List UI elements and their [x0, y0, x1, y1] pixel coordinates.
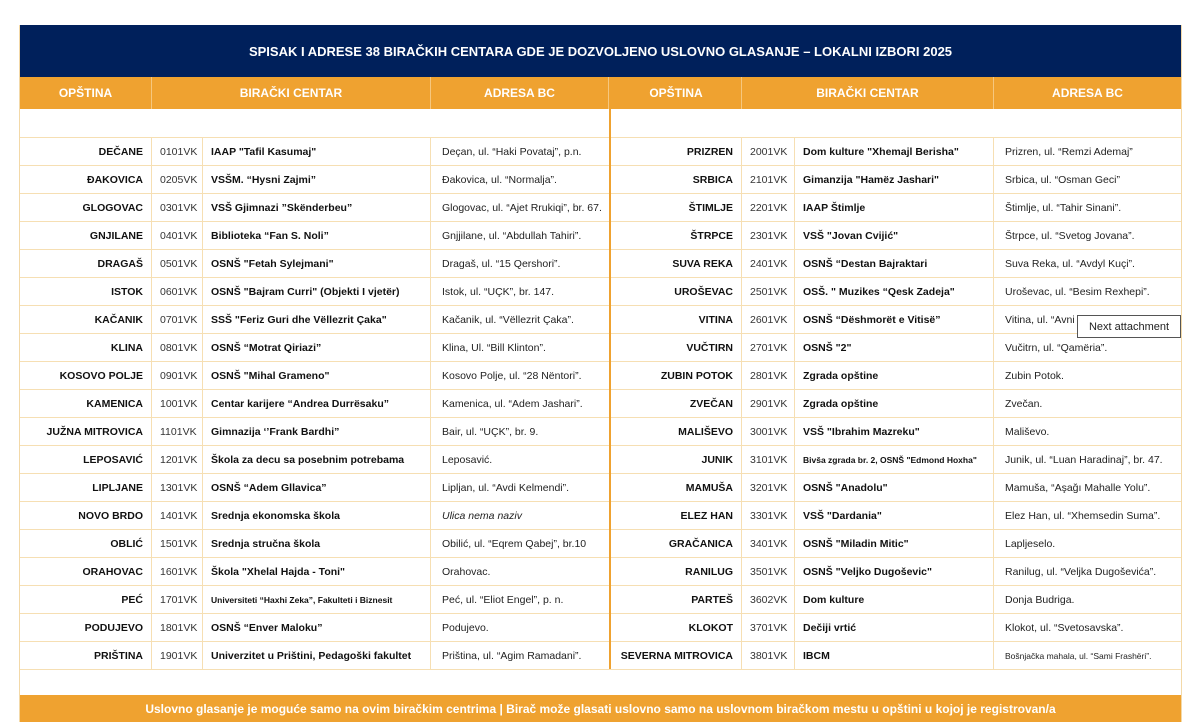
next-attachment-tooltip: Next attachment	[1077, 315, 1181, 338]
code-cell: 0801VK	[152, 334, 203, 361]
address-cell: Donja Budriga.	[1005, 593, 1075, 606]
municipality-cell: DRAGAŠ	[20, 250, 152, 277]
address-cell: Glogovac, ul. “Ajet Rrukiqi”, br. 67.	[442, 201, 602, 214]
center-cell: OSNŠ “Motrat Qiriazi”	[203, 334, 431, 361]
address-cell: Obilić, ul. “Eqrem Qabej”, br.10	[442, 537, 587, 550]
address-cell: Ranilug, ul. “Veljka Dugoševića”.	[1005, 565, 1157, 578]
address-cell: Zubin Potok.	[1005, 369, 1064, 382]
code-cell: 0501VK	[152, 250, 203, 277]
table-row	[611, 585, 1181, 613]
footer-note: Uslovno glasanje je moguće samo na ovim biračkim centrima | Birač može glasati uslovno samo na uslovnom biračkom mestu u opštini u kojoj je registrovan/a	[20, 695, 1181, 722]
address-cell: Podujevo.	[442, 621, 489, 634]
center-cell: OSNŠ "Mihal Grameno"	[203, 362, 431, 389]
municipality-cell: VUČTIRN	[611, 334, 742, 361]
municipality-cell: PARTEŠ	[611, 586, 742, 613]
municipality-cell: SUVA REKA	[611, 250, 742, 277]
address-cell: Lapljeselo.	[1005, 537, 1056, 550]
code-cell: 0701VK	[152, 306, 203, 333]
code-cell: 2801VK	[742, 362, 795, 389]
code-cell: 3201VK	[742, 474, 795, 501]
table-row	[611, 193, 1181, 221]
municipality-cell: ŠTRPCE	[611, 222, 742, 249]
table-row	[611, 361, 1181, 389]
table-row	[611, 473, 1181, 501]
center-cell: Univerzitet u Prištini, Pedagoški fakultet	[203, 642, 431, 669]
center-cell: VSŠ "Ibrahim Mazreku"	[795, 418, 994, 445]
table-row	[20, 305, 609, 333]
municipality-cell: GNJILANE	[20, 222, 152, 249]
sheet-title: SPISAK I ADRESE 38 BIRAČKIH CENTARA GDE JE DOZVOLJENO USLOVNO GLASANJE – LOKALNI IZBORI 2025	[20, 25, 1181, 77]
address-cell: Suva Reka, ul. “Avdyl Kuçi”.	[1005, 257, 1135, 270]
address-cell: Prizren, ul. “Remzi Ademaj”	[1005, 145, 1133, 158]
center-cell: Dom kulture	[795, 586, 994, 613]
code-cell: 0901VK	[152, 362, 203, 389]
municipality-cell: ŠTIMLJE	[611, 194, 742, 221]
table-row	[611, 529, 1181, 557]
center-cell: OSNŠ "Veljko Dugoševic"	[795, 558, 994, 585]
code-cell: 0205VK	[152, 166, 203, 193]
center-cell: VSŠ Gjimnazi ”Skënderbeu”	[203, 194, 431, 221]
municipality-cell: SRBICA	[611, 166, 742, 193]
municipality-cell: PODUJEVO	[20, 614, 152, 641]
address-cell: Kamenica, ul. “Adem Jashari”.	[442, 397, 583, 410]
code-cell: 3301VK	[742, 502, 795, 529]
code-cell: 0601VK	[152, 278, 203, 305]
table-row	[611, 445, 1181, 473]
center-cell: Gimnazija ‘’Frank Bardhi”	[203, 418, 431, 445]
municipality-cell: MAMUŠA	[611, 474, 742, 501]
center-cell: OSNŠ “Enver Maloku”	[203, 614, 431, 641]
municipality-cell: KAČANIK	[20, 306, 152, 333]
code-cell: 1001VK	[152, 390, 203, 417]
header-address-left: ADRESA BC	[431, 77, 609, 109]
address-cell: Peć, ul. “Eliot Engel”, p. n.	[442, 593, 564, 606]
table-row	[611, 277, 1181, 305]
table-row	[611, 417, 1181, 445]
code-cell: 3701VK	[742, 614, 795, 641]
municipality-cell: GRAČANICA	[611, 530, 742, 557]
municipality-cell: ISTOK	[20, 278, 152, 305]
center-cell: VSŠ "Jovan Cvijić"	[795, 222, 994, 249]
center-cell: Škola za decu sa posebnim potrebama	[203, 446, 431, 473]
column-header-row	[20, 77, 1181, 109]
code-cell: 1301VK	[152, 474, 203, 501]
municipality-cell: UROŠEVAC	[611, 278, 742, 305]
municipality-cell: ORAHOVAC	[20, 558, 152, 585]
table-row	[20, 641, 609, 669]
address-cell: Đakovica, ul. “Normalja”.	[442, 173, 557, 186]
address-cell: Gnjjilane, ul. “Abdullah Tahiri”.	[442, 229, 582, 242]
address-cell: Lipljan, ul. “Avdi Kelmendi”.	[442, 481, 570, 494]
table-row	[20, 389, 609, 417]
table-row	[20, 137, 609, 165]
address-cell: Srbica, ul. “Osman Geci”	[1005, 173, 1120, 186]
address-cell: Bair, ul. “UÇK”, br. 9.	[442, 425, 539, 438]
code-cell: 3602VK	[742, 586, 795, 613]
code-cell: 3101VK	[742, 446, 795, 473]
center-cell: Biblioteka “Fan S. Noli”	[203, 222, 431, 249]
municipality-cell: LEPOSAVIĆ	[20, 446, 152, 473]
code-cell: 2701VK	[742, 334, 795, 361]
table-row	[611, 501, 1181, 529]
address-cell: Istok, ul. “UÇK”, br. 147.	[442, 285, 555, 298]
address-cell: Štrpce, ul. “Svetog Jovana”.	[1005, 229, 1135, 242]
table-row	[20, 417, 609, 445]
address-cell: Klina, Ul. “Bill Klinton”.	[442, 341, 546, 354]
center-cell: Škola "Xhelal Hajda - Toni"	[203, 558, 431, 585]
code-cell: 0301VK	[152, 194, 203, 221]
municipality-cell: JUNIK	[611, 446, 742, 473]
center-cell: IAAP Štimlje	[795, 194, 994, 221]
header-center-right: BIRAČKI CENTAR	[742, 77, 994, 109]
address-cell: Zvečan.	[1005, 397, 1043, 410]
table-row	[611, 389, 1181, 417]
table-row	[611, 613, 1181, 641]
table-row	[20, 445, 609, 473]
table-row	[611, 557, 1181, 585]
center-cell: SSŠ "Feriz Guri dhe Vëllezrit Çaka"	[203, 306, 431, 333]
table-row	[20, 501, 609, 529]
municipality-cell: JUŽNA MITROVICA	[20, 418, 152, 445]
table-row	[20, 165, 609, 193]
municipality-cell: ELEZ HAN	[611, 502, 742, 529]
code-cell: 1401VK	[152, 502, 203, 529]
code-cell: 1701VK	[152, 586, 203, 613]
municipality-cell: NOVO BRDO	[20, 502, 152, 529]
header-municipality-left: OPŠTINA	[20, 77, 152, 109]
table-row	[611, 137, 1181, 165]
table-row	[20, 613, 609, 641]
address-cell: Mališevo.	[1005, 425, 1050, 438]
center-cell: Dečiji vrtić	[795, 614, 994, 641]
address-cell: Leposavić.	[442, 453, 493, 466]
center-cell: VSŠM. “Hysni Zajmi”	[203, 166, 431, 193]
code-cell: 2301VK	[742, 222, 795, 249]
address-cell: Štimlje, ul. “Tahir Sinani”.	[1005, 201, 1122, 214]
municipality-cell: KAMENICA	[20, 390, 152, 417]
center-cell: OSŠ. " Muzikes “Qesk Zadeja"	[795, 278, 994, 305]
address-cell: Kosovo Polje, ul. “28 Nëntori”.	[442, 369, 582, 382]
table-row	[20, 193, 609, 221]
center-cell: OSNŠ “Destan Bajraktari	[795, 250, 994, 277]
municipality-cell: KLOKOT	[611, 614, 742, 641]
code-cell: 1101VK	[152, 418, 203, 445]
municipality-cell: DEČANE	[20, 138, 152, 165]
municipality-cell: LIPLJANE	[20, 474, 152, 501]
table-row	[611, 221, 1181, 249]
address-cell: Vitina, ul. “Avni	[1005, 313, 1075, 326]
center-cell: Zgrada opštine	[795, 362, 994, 389]
table-row	[611, 249, 1181, 277]
municipality-cell: KOSOVO POLJE	[20, 362, 152, 389]
address-cell: Kačanik, ul. “Vëllezrit Çaka”.	[442, 313, 574, 326]
center-cell: OSNŠ "Miladin Mitic"	[795, 530, 994, 557]
table-row	[20, 557, 609, 585]
code-cell: 2401VK	[742, 250, 795, 277]
municipality-cell: ZVEČAN	[611, 390, 742, 417]
code-cell: 3401VK	[742, 530, 795, 557]
center-cell: Zgrada opštine	[795, 390, 994, 417]
code-cell: 3501VK	[742, 558, 795, 585]
municipality-cell: PEĆ	[20, 586, 152, 613]
table-row	[20, 277, 609, 305]
table-row	[20, 585, 609, 613]
center-cell: Srednja ekonomska škola	[203, 502, 431, 529]
code-cell: 2101VK	[742, 166, 795, 193]
table-row	[611, 165, 1181, 193]
municipality-cell: MALIŠEVO	[611, 418, 742, 445]
center-cell: OSNŠ "Fetah Sylejmani"	[203, 250, 431, 277]
address-cell: Dragaš, ul. “15 Qershori”.	[442, 257, 561, 270]
polling-centers-sheet	[19, 25, 1182, 722]
municipality-cell: PRIZREN	[611, 138, 742, 165]
code-cell: 0101VK	[152, 138, 203, 165]
code-cell: 3801VK	[742, 642, 795, 669]
address-cell: Deçan, ul. “Haki Povataj”, p.n.	[442, 145, 582, 158]
table-row	[20, 529, 609, 557]
address-cell: Ulica nema naziv	[442, 509, 522, 522]
municipality-cell: VITINA	[611, 306, 742, 333]
code-cell: 1801VK	[152, 614, 203, 641]
header-address-right: ADRESA BC	[1052, 86, 1123, 100]
center-cell: OSNŠ “Dëshmorët e Vitisë”	[795, 306, 994, 333]
municipality-cell: KLINA	[20, 334, 152, 361]
code-cell: 2501VK	[742, 278, 795, 305]
center-cell: IBCM	[795, 642, 994, 669]
address-cell: Priština, ul. “Agim Ramadani”.	[442, 649, 582, 662]
municipality-cell: SEVERNA MITROVICA	[611, 642, 742, 669]
code-cell: 1601VK	[152, 558, 203, 585]
municipality-cell: ĐAKOVICA	[20, 166, 152, 193]
table-row	[20, 473, 609, 501]
address-cell: Uroševac, ul. “Besim Rexhepi”.	[1005, 285, 1150, 298]
code-cell: 3001VK	[742, 418, 795, 445]
code-cell: 1901VK	[152, 642, 203, 669]
address-cell: Elez Han, ul. “Xhemsedin Suma”.	[1005, 509, 1161, 522]
code-cell: 2901VK	[742, 390, 795, 417]
code-cell: 0401VK	[152, 222, 203, 249]
center-cell: Gimanzija "Hamëz Jashari"	[795, 166, 994, 193]
address-cell: Junik, ul. “Luan Haradinaj”, br. 47.	[1005, 453, 1163, 466]
table-row	[20, 361, 609, 389]
center-cell: Srednja stručna škola	[203, 530, 431, 557]
center-cell: OSNŠ “Adem Gllavica”	[203, 474, 431, 501]
table-bottom-border	[20, 669, 1181, 670]
municipality-cell: RANILUG	[611, 558, 742, 585]
municipality-cell: GLOGOVAC	[20, 194, 152, 221]
code-cell: 2601VK	[742, 306, 795, 333]
municipality-cell: ZUBIN POTOK	[611, 362, 742, 389]
table-row	[611, 641, 1181, 669]
column-divider	[609, 77, 611, 669]
center-cell: Dom kulture "Xhemajl Berisha"	[795, 138, 994, 165]
table-row	[20, 221, 609, 249]
center-cell: VSŠ "Dardania"	[795, 502, 994, 529]
address-cell: Vučitrn, ul. “Qamëria”.	[1005, 341, 1108, 354]
header-center-left: BIRAČKI CENTAR	[152, 77, 431, 109]
table-row	[20, 249, 609, 277]
center-cell: OSNŠ "2"	[795, 334, 994, 361]
address-cell: Klokot, ul. “Svetosavska”.	[1005, 621, 1124, 634]
address-cell: Mamuša, “Aşağı Mahalle Yolu”.	[1005, 481, 1151, 494]
center-cell: Bivša zgrada br. 2, OSNŠ "Edmond Hoxha"	[795, 446, 994, 473]
code-cell: 1201VK	[152, 446, 203, 473]
center-cell: Centar karijere “Andrea Durrësaku”	[203, 390, 431, 417]
municipality-cell: PRIŠTINA	[20, 642, 152, 669]
header-municipality-right: OPŠTINA	[611, 77, 742, 109]
center-cell: Universiteti “Haxhi Zeka”, Fakulteti i Biznesit	[203, 586, 431, 613]
center-cell: IAAP "Tafil Kasumaj"	[203, 138, 431, 165]
municipality-cell: OBLIĆ	[20, 530, 152, 557]
center-cell: OSNŠ "Anadolu"	[795, 474, 994, 501]
center-cell: OSNŠ "Bajram Curri" (Objekti I vjetër)	[203, 278, 431, 305]
address-cell: Bošnjačka mahala, ul. “Sami Frashëri”.	[1005, 650, 1152, 661]
address-cell: Orahovac.	[442, 565, 491, 578]
code-cell: 2201VK	[742, 194, 795, 221]
code-cell: 1501VK	[152, 530, 203, 557]
table-row	[20, 333, 609, 361]
code-cell: 2001VK	[742, 138, 795, 165]
